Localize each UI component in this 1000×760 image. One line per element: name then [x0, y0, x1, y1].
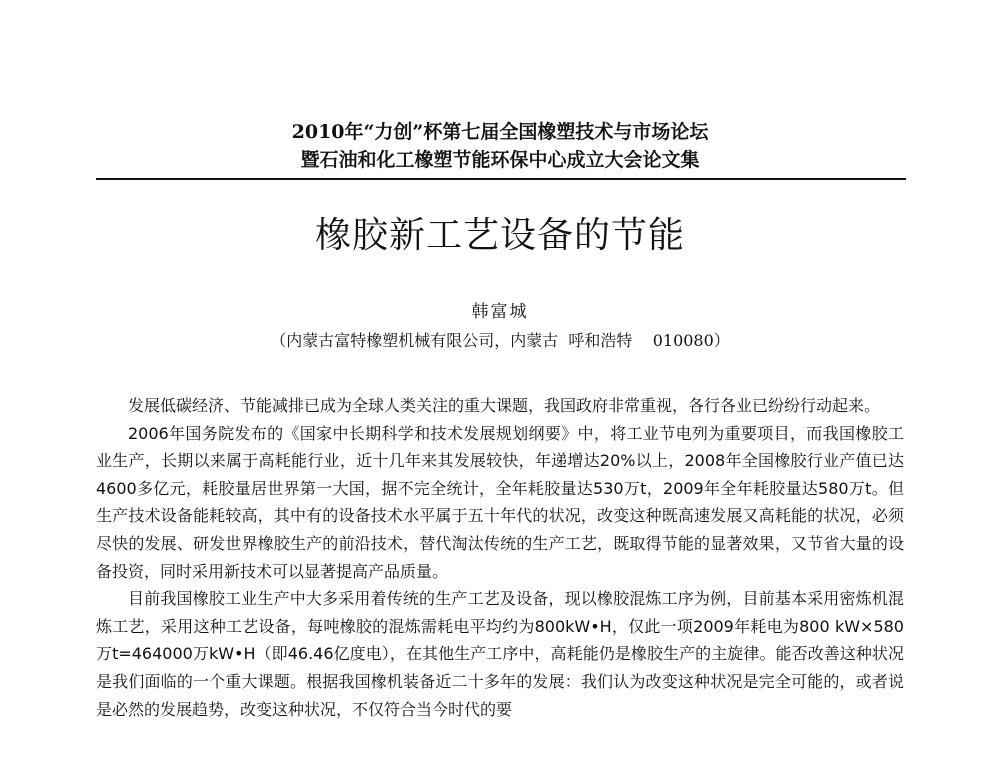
proceedings-header-line-1: 2010年“力创”杯第七届全国橡塑技术与市场论坛	[291, 121, 709, 143]
body-paragraph-3: 目前我国橡胶工业生产中大多采用着传统的生产工艺及设备，现以橡胶混炼工序为例，目前基本采用密炼机混炼工艺，采用这种工艺设备，每吨橡胶的混炼需耗电平均约为800kW•H，仅此一项2009年耗电为800 kW×580万t=464000万kW•H（即46.46亿度电），在其他生产工序中，高耗能仍是橡胶生产的主旋律。能否改善这种状况是我们面临的一个重大课题。根据我国橡机装备近二十多年的发展：我们认为改变这种状况是完全可能的，或者说是必然的发展趋势，改变这种状况，不仅符合当今时代的要	[96, 589, 904, 719]
header-divider	[96, 178, 906, 180]
author-name: 韩富城	[471, 302, 529, 322]
body-paragraph-2: 2006年国务院发布的《国家中长期科学和技术发展规划纲要》中，将工业节电列为重要项目，而我国橡胶工业生产，长期以来属于高耗能行业，近十几年来其发展较快，年递增达20%以上，2008年全国橡胶行业产值已达4600多亿元，耗胶量居世界第一大国，据不完全统计，全年耗胶量达530万t，2009年全年耗胶量达580万t。但生产技术设备能耗较高，其中有的设备技术水平属于五十年代的状况，改变这种既高速发展又高耗能的状况，必须尽快的发展、研发世界橡胶生产的前沿技术，替代淘汰传统的生产工艺，既取得节能的显著效果，又节省大量的设备投资，同时采用新技术可以显著提高产品质量。	[96, 423, 904, 581]
paper-body	[96, 392, 904, 723]
author-affiliation: （内蒙古富特橡塑机械有限公司，内蒙古 呼和浩特 010080）	[270, 331, 730, 350]
paper-title: 橡胶新工艺设备的节能	[314, 215, 685, 256]
proceedings-header	[96, 118, 904, 174]
proceedings-header-line-2: 暨石油和化工橡塑节能环保中心成立大会论文集	[300, 149, 700, 171]
body-paragraph-1: 发展低碳经济、节能减排已成为全球人类关注的重大课题，我国政府非常重视，各行各业已纷纷行动起来。	[128, 396, 881, 415]
